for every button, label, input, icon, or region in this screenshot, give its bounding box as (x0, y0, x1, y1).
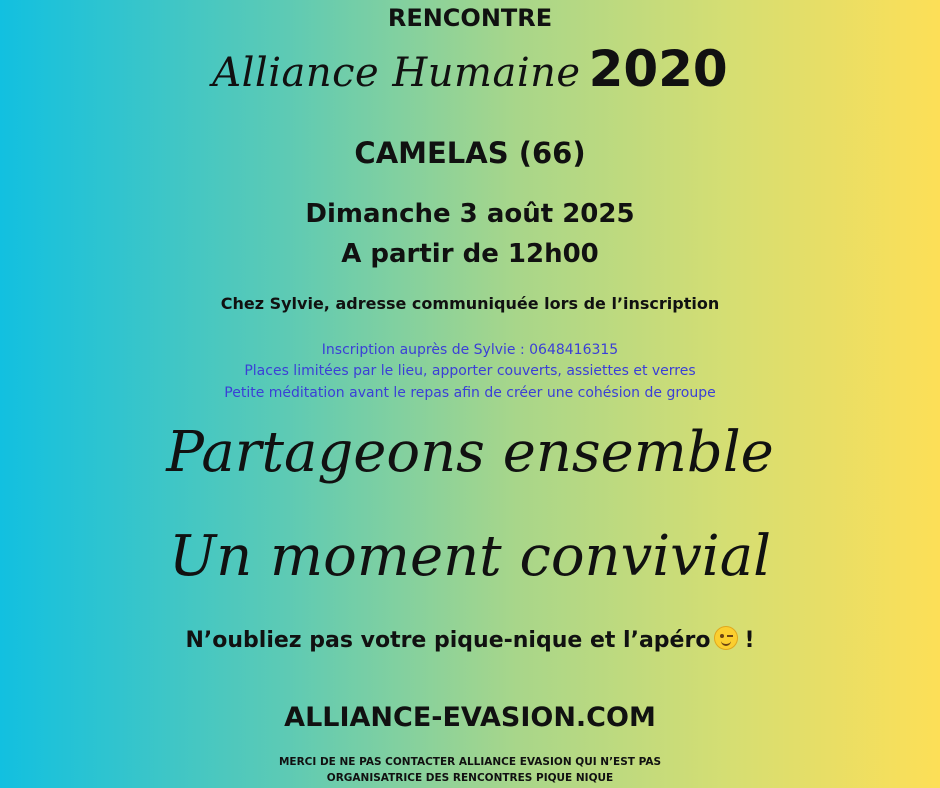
event-address: Chez Sylvie, adresse communiquée lors de l’inscription (220, 294, 720, 313)
website-url: ALLIANCE-EVASION.COM (284, 702, 656, 733)
picnic-reminder-suffix: ! (744, 628, 755, 653)
info-meditation: Petite méditation avant le repas afin de créer une cohésion de groupe (224, 385, 716, 401)
picnic-reminder-text: N’oubliez pas votre pique-nique et l’apéro (185, 628, 711, 653)
tagline-line-2: Un moment convivial (168, 524, 772, 589)
event-title (0, 40, 940, 98)
event-heading: RENCONTRE (387, 4, 553, 32)
info-registration: Inscription auprès de Sylvie : 0648416315 (321, 342, 619, 358)
wink-emoji-icon (714, 626, 738, 650)
event-place: CAMELAS (66) (354, 136, 586, 170)
info-limited-places: Places limitées par le lieu, apporter couverts, assiettes et verres (244, 363, 696, 379)
disclaimer-line-1: MERCI DE NE PAS CONTACTER ALLIANCE EVASION QUI N’EST PAS (278, 756, 662, 768)
event-date: Dimanche 3 août 2025 (305, 199, 635, 229)
event-time: A partir de 12h00 (341, 239, 599, 269)
event-title-script: Alliance Humaine (212, 50, 581, 96)
event-title-year: 2020 (588, 40, 728, 98)
disclaimer-line-2: ORGANISATRICE DES RENCONTRES PIQUE NIQUE (326, 772, 614, 784)
tagline-line-1: Partageons ensemble (166, 420, 774, 485)
picnic-reminder (0, 626, 940, 653)
